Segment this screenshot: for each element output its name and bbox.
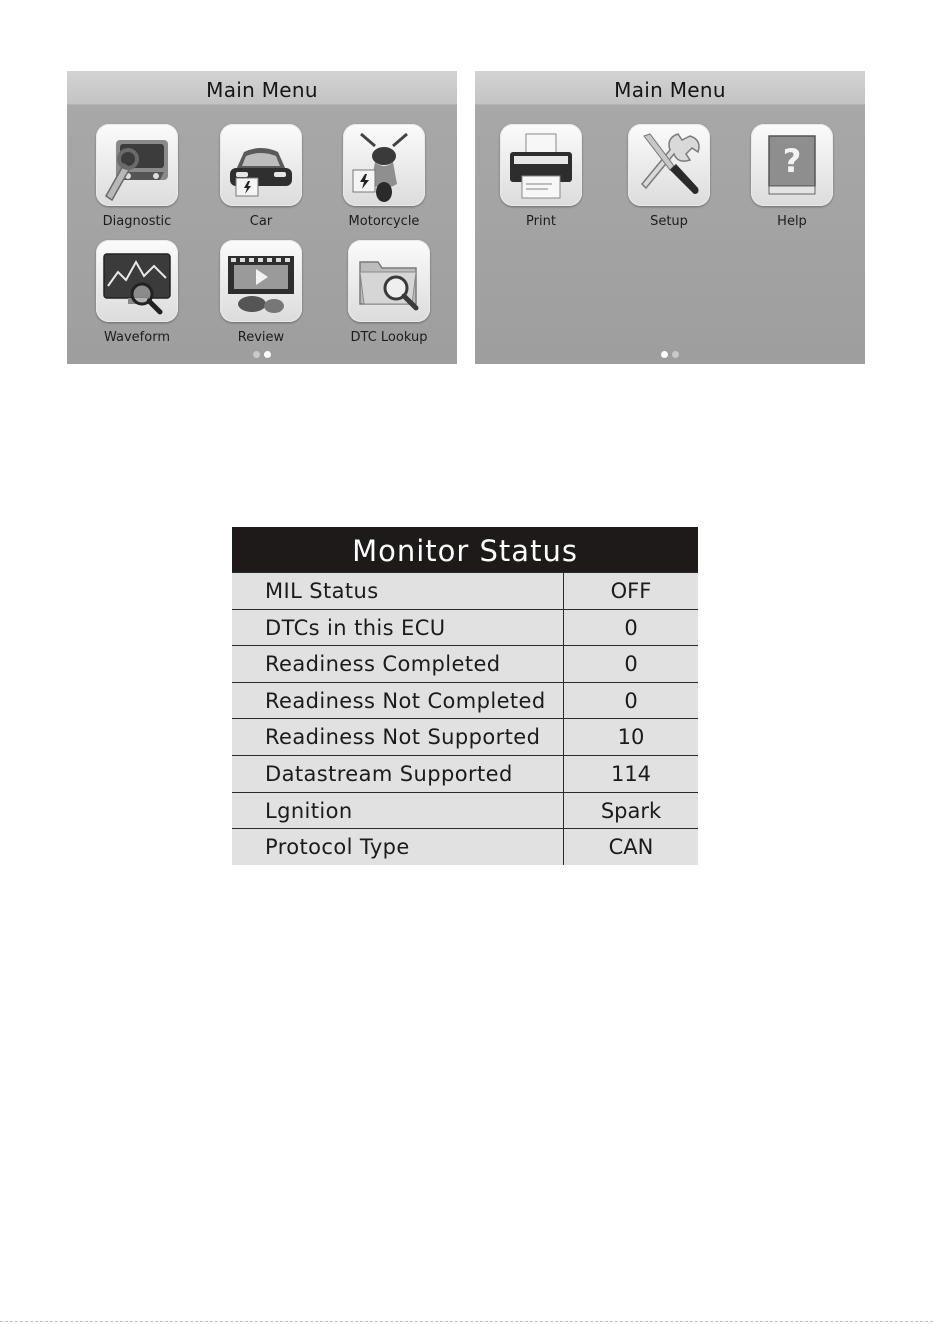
menu-tile-setup[interactable] <box>619 124 719 229</box>
tile-label: Waveform <box>104 330 170 345</box>
menu-tile-help[interactable] <box>742 124 842 229</box>
setup-icon <box>630 126 708 204</box>
page-indicator <box>475 351 865 359</box>
diagnostic-icon <box>98 126 176 204</box>
status-value: 10 <box>563 719 698 755</box>
monitor-status-title: Monitor Status <box>232 527 698 572</box>
status-row-readiness-not-completed <box>232 682 698 719</box>
page-bottom-rule <box>0 1321 933 1322</box>
status-row-readiness-not-supported <box>232 718 698 755</box>
status-label: Readiness Not Supported <box>265 725 541 750</box>
status-value: OFF <box>563 573 698 609</box>
print-icon <box>502 126 580 204</box>
tile-label: Setup <box>650 214 688 229</box>
status-label: Protocol Type <box>265 835 410 860</box>
screen-title: Main Menu <box>67 71 457 105</box>
status-label: MIL Status <box>265 579 379 603</box>
page-dot-2[interactable] <box>264 351 271 358</box>
menu-tile-diagnostic[interactable] <box>87 124 187 229</box>
menu-tile-waveform[interactable] <box>87 240 187 345</box>
status-value: 0 <box>563 683 698 719</box>
status-row-readiness-completed <box>232 645 698 682</box>
status-label: Lgnition <box>265 798 353 823</box>
status-row-protocol-type <box>232 828 698 865</box>
page-indicator <box>67 351 457 359</box>
status-value: 0 <box>563 646 698 682</box>
menu-tile-print[interactable] <box>491 124 591 229</box>
motorcycle-icon <box>345 126 423 204</box>
dtc-lookup-icon <box>350 242 428 320</box>
page-dot-1[interactable] <box>253 351 260 358</box>
monitor-status-table <box>232 527 698 877</box>
status-row-dtcs <box>232 609 698 646</box>
status-label: Readiness Not Completed <box>265 688 546 713</box>
status-row-ignition <box>232 792 698 829</box>
tile-label: DTC Lookup <box>350 330 428 345</box>
menu-tile-motorcycle[interactable] <box>334 124 434 229</box>
main-menu-screen-1 <box>67 71 457 364</box>
page-dot-2[interactable] <box>672 351 679 358</box>
svg-text:?: ? <box>782 142 802 180</box>
menu-tile-review[interactable] <box>211 240 311 345</box>
waveform-icon <box>98 242 176 320</box>
status-label: Readiness Completed <box>265 652 501 677</box>
status-row-mil-status <box>232 572 698 609</box>
status-value: 114 <box>563 756 698 792</box>
tile-label: Print <box>526 214 556 229</box>
status-label: Datastream Supported <box>265 761 513 786</box>
tile-label: Diagnostic <box>102 214 172 229</box>
tile-label: Motorcycle <box>348 214 420 229</box>
menu-tile-dtc-lookup[interactable] <box>339 240 439 345</box>
tile-label: Help <box>777 214 807 229</box>
help-icon <box>753 126 831 204</box>
status-value: CAN <box>563 829 698 865</box>
review-icon <box>222 242 300 320</box>
page-dot-1[interactable] <box>661 351 668 358</box>
status-value: 0 <box>563 610 698 646</box>
status-label: DTCs in this ECU <box>265 615 446 640</box>
menu-tile-car[interactable] <box>211 124 311 229</box>
status-value: Spark <box>563 793 698 829</box>
screen-title: Main Menu <box>475 71 865 105</box>
main-menu-screen-2 <box>475 71 865 364</box>
status-row-datastream-supported <box>232 755 698 792</box>
car-icon <box>222 126 300 204</box>
tile-label: Car <box>249 214 273 229</box>
tile-label: Review <box>237 330 285 345</box>
